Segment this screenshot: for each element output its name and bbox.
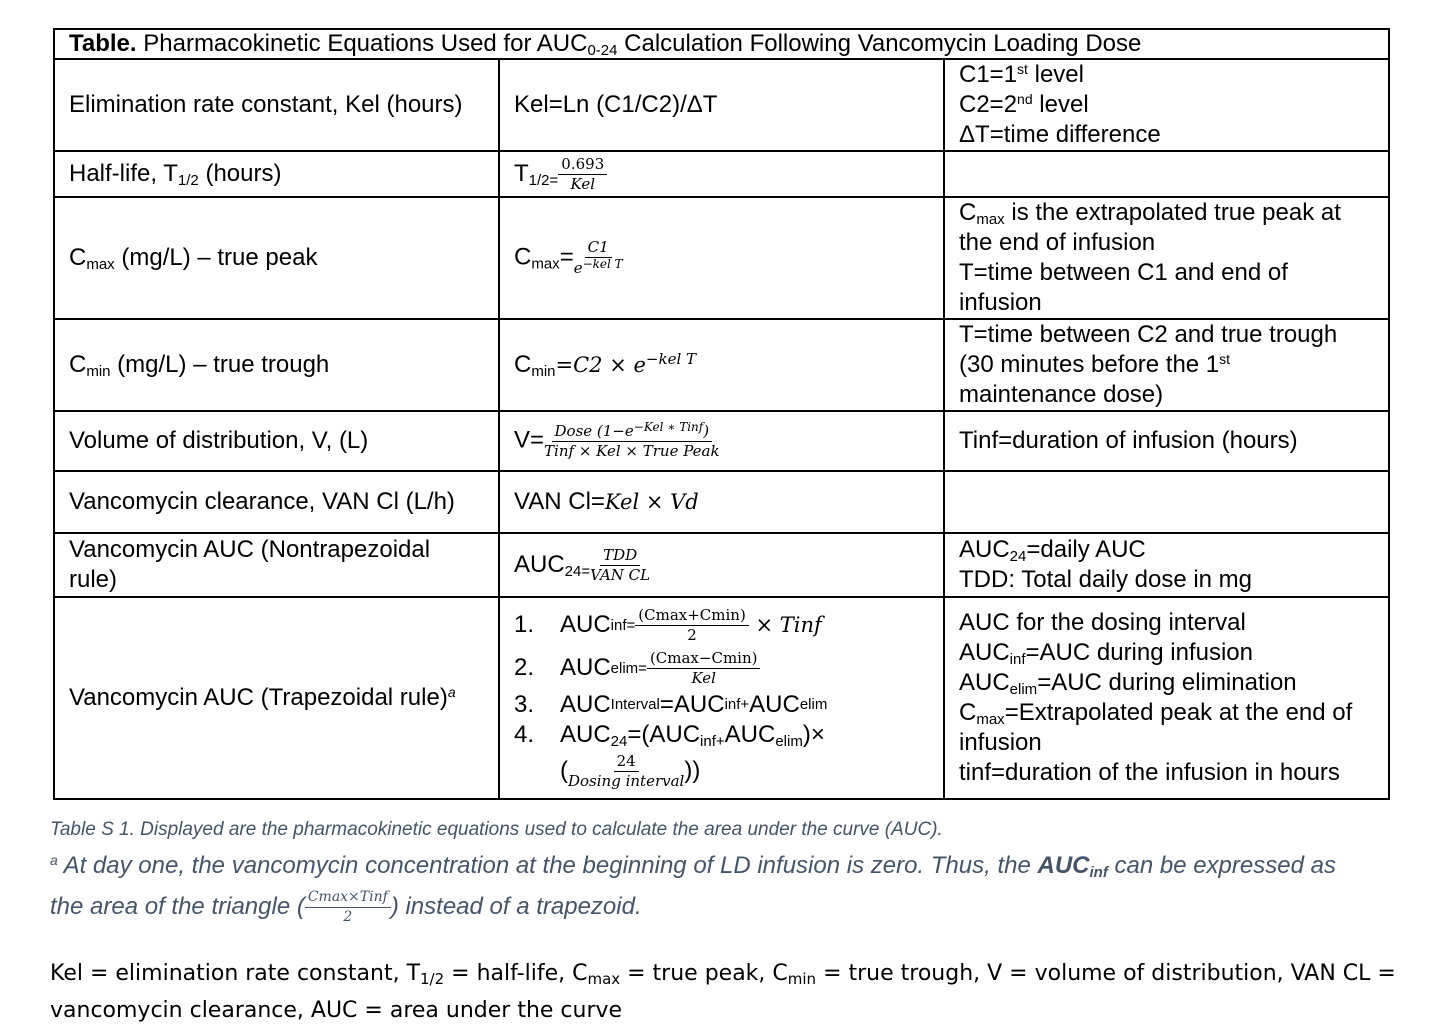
text-fragment: C	[959, 699, 977, 726]
table-row	[54, 411, 1389, 471]
notes-cell	[944, 533, 1389, 597]
text-fragment: AUC	[1037, 852, 1090, 879]
text-fragment: 2.	[514, 654, 535, 681]
list-item	[514, 690, 929, 720]
text-fragment: Cmax×Tinf	[305, 888, 391, 908]
text-fragment: 24	[1009, 548, 1027, 565]
text-fragment: V=	[514, 426, 545, 454]
text-fragment: elim=	[610, 659, 647, 677]
text-fragment: elim	[775, 732, 803, 750]
text-fragment: AUC	[959, 536, 1010, 563]
text-fragment: Vancomycin AUC (Trapezoidal rule)	[69, 684, 448, 711]
formula-cell	[499, 533, 944, 597]
text-fragment: 1/2=	[528, 171, 559, 189]
text-fragment: max	[976, 711, 1005, 728]
list-item	[514, 604, 929, 647]
text-fragment: C2=2	[959, 91, 1018, 118]
table-title	[54, 29, 1389, 59]
fraction	[574, 238, 623, 278]
text-fragment: AUC	[724, 720, 776, 748]
text-fragment: 24=	[564, 562, 591, 580]
text-fragment: Interval	[610, 696, 660, 713]
text-fragment: e	[573, 259, 583, 277]
text-fragment: st	[1017, 61, 1028, 77]
footnote	[50, 846, 1350, 929]
text-fragment: =AUC during elimination	[1037, 669, 1297, 696]
text-fragment: Half-life, T	[69, 160, 178, 187]
notes-cell	[944, 319, 1389, 411]
text-fragment: 24	[614, 752, 639, 772]
title-end: Calculation Following Vancomycin Loading Dose	[617, 30, 1142, 57]
table-row	[54, 151, 1389, 197]
text-fragment: AUC	[749, 690, 800, 718]
param-cell: Volume of distribution, V, (L)	[54, 411, 499, 471]
text-fragment: ) instead of a trapezoid.	[390, 892, 642, 920]
text-fragment: 24	[610, 732, 628, 750]
table-row	[54, 59, 1389, 151]
table-caption: Table S 1. Displayed are the pharmacokinetic equations used to calculate the area under the curve (AUC).	[50, 819, 943, 840]
text-fragment: AUC	[560, 611, 611, 638]
param-cell	[54, 197, 499, 319]
text-fragment: (hours)	[198, 160, 282, 187]
table-row	[54, 319, 1389, 411]
text-fragment: T=time between C2 and true trough (30 minutes before the 1	[959, 321, 1338, 378]
text-fragment: VAN CL	[590, 565, 651, 584]
text-fragment: ))	[684, 756, 701, 784]
text-fragment: tinf=duration of the infusion in hours	[959, 759, 1340, 786]
text-fragment: Kel × Vd	[604, 490, 699, 514]
text-fragment: Dose (1−e	[554, 422, 634, 440]
notes-cell	[944, 471, 1389, 533]
text-fragment: C1	[585, 238, 612, 258]
text-fragment: st	[1219, 351, 1231, 367]
text-fragment: 2	[687, 625, 697, 644]
text-fragment: AUC for the dosing interval	[959, 609, 1246, 636]
text-fragment: Tinf × Kel × True Peak	[544, 442, 720, 460]
abbreviations	[50, 955, 1430, 1029]
formula-cell: Kel=Ln (C1/C2)/ΔT	[499, 59, 944, 151]
text-fragment: =daily AUC	[1026, 536, 1146, 563]
text-fragment: =Extrapolated peak at the end of infusion	[959, 699, 1353, 756]
text-fragment: = true peak, C	[620, 961, 788, 986]
text-fragment: max	[976, 211, 1005, 228]
text-fragment: T	[514, 159, 529, 187]
text-fragment: a	[447, 684, 456, 700]
text-fragment: max	[587, 970, 621, 988]
text-fragment: C	[514, 243, 532, 271]
param-cell: Vancomycin AUC (Nontrapezoidal rule)	[54, 533, 499, 597]
title-text: Pharmacokinetic Equations Used for AUC	[136, 30, 588, 57]
text-fragment: −Kel ∗ Tinf	[633, 420, 704, 434]
text-fragment: nd	[1017, 91, 1033, 107]
formula-cell	[499, 411, 944, 471]
text-fragment: a	[50, 852, 58, 868]
text-fragment: VAN Cl=	[514, 488, 605, 515]
notes-cell	[944, 59, 1389, 151]
text-fragment: (mg/L) – true peak	[114, 244, 318, 271]
text-fragment: level	[1032, 91, 1089, 118]
table-row	[54, 197, 1389, 319]
text-fragment: )	[703, 422, 710, 440]
param-cell	[54, 151, 499, 197]
text-fragment: C	[69, 351, 87, 378]
text-fragment: min	[86, 363, 111, 380]
text-fragment: C	[959, 199, 977, 226]
text-fragment: max	[531, 255, 560, 273]
text-fragment: elim	[1009, 681, 1038, 698]
text-fragment: min	[531, 363, 556, 380]
text-fragment: −kel T	[582, 257, 623, 271]
formula-cell	[499, 197, 944, 319]
formula-cell	[499, 597, 944, 799]
text-fragment: 2	[343, 909, 353, 925]
auc-steps-list	[514, 604, 929, 793]
notes-cell	[944, 197, 1389, 319]
text-fragment: At day one, the vancomycin concentration at the beginning of LD infusion is zero. Thus, the	[57, 852, 1038, 879]
text-fragment: Dosing interval	[568, 771, 685, 790]
formula-cell	[499, 319, 944, 411]
text-fragment: can be expressed as the area of the triangle (	[50, 852, 1336, 920]
text-fragment: TDD	[600, 546, 640, 566]
formula-cell	[499, 151, 944, 197]
text-fragment: AUC	[514, 550, 565, 578]
text-fragment: Kel	[570, 174, 596, 193]
fraction	[544, 421, 720, 461]
table-row	[54, 533, 1389, 597]
text-fragment: × Tinf	[755, 613, 822, 637]
text-fragment: inf+	[700, 732, 725, 750]
text-fragment: =(AUC	[627, 720, 701, 748]
table-row	[54, 597, 1389, 799]
text-fragment: (Cmax+Cmin)	[635, 606, 749, 626]
formula-cell	[499, 471, 944, 533]
text-fragment: min	[787, 970, 817, 988]
text-fragment: 1.	[514, 611, 535, 638]
text-fragment: TDD: Total daily dose in mg	[959, 566, 1253, 593]
text-fragment: = half-life, C	[444, 961, 588, 986]
text-fragment: −kel T	[645, 350, 697, 368]
text-fragment: 4.	[514, 720, 535, 748]
text-fragment: inf	[1089, 864, 1108, 881]
text-fragment: AUC	[959, 669, 1010, 696]
text-fragment: =C2 × e	[555, 353, 646, 377]
pk-equations-table	[53, 28, 1390, 800]
notes-cell	[944, 597, 1389, 799]
text-fragment: 0.693	[558, 155, 607, 175]
text-fragment: 3.	[514, 690, 535, 718]
text-fragment: C1=1	[959, 61, 1018, 88]
param-cell	[54, 597, 499, 799]
title-label: Table.	[69, 30, 137, 57]
text-fragment: elim	[799, 696, 828, 713]
text-fragment: =AUC during infusion	[1025, 639, 1253, 666]
title-sub: 0-24	[587, 42, 618, 59]
text-fragment: max	[86, 256, 115, 273]
text-fragment: ΔT=time difference	[959, 121, 1161, 148]
table-row	[54, 471, 1389, 533]
param-cell	[54, 319, 499, 411]
text-fragment: inf+	[724, 696, 750, 713]
text-fragment: AUC	[560, 690, 611, 718]
text-fragment: = true trough, V = volume of distribution, VAN CL = vancomycin clearance, AUC = area under the curve	[50, 961, 1396, 1023]
text-fragment: C	[514, 351, 532, 378]
notes-cell	[944, 151, 1389, 197]
list-item	[514, 647, 929, 690]
text-fragment: AUC	[560, 720, 611, 748]
text-fragment: level	[1027, 61, 1084, 88]
text-fragment: =AUC	[659, 690, 725, 718]
text-fragment: Kel	[691, 668, 716, 687]
text-fragment: is the extrapolated true peak at the end of infusion	[959, 199, 1341, 256]
text-fragment: inf=	[610, 616, 636, 634]
text-fragment: T=time between C1 and end of infusion	[959, 259, 1288, 316]
text-fragment: )×	[802, 720, 825, 748]
notes-cell: Tinf=duration of infusion (hours)	[944, 411, 1389, 471]
text-fragment: 1/2	[177, 172, 199, 189]
text-fragment: (mg/L) – true trough	[110, 351, 330, 378]
text-fragment: 1/2	[420, 970, 445, 988]
text-fragment: C	[69, 244, 87, 271]
param-cell: Vancomycin clearance, VAN Cl (L/h)	[54, 471, 499, 533]
fraction	[590, 546, 650, 585]
param-cell: Elimination rate constant, Kel (hours)	[54, 59, 499, 151]
text-fragment: maintenance dose)	[959, 381, 1164, 408]
text-fragment: (Cmax−Cmin)	[647, 649, 761, 669]
list-item	[514, 720, 929, 793]
text-fragment: inf	[1009, 651, 1026, 668]
fraction	[558, 155, 607, 194]
text-fragment: Kel = elimination rate constant, T	[50, 961, 421, 986]
text-fragment: AUC	[959, 639, 1010, 666]
text-fragment: AUC	[560, 654, 611, 681]
text-fragment: (	[560, 756, 568, 784]
text-fragment: =	[559, 243, 574, 271]
